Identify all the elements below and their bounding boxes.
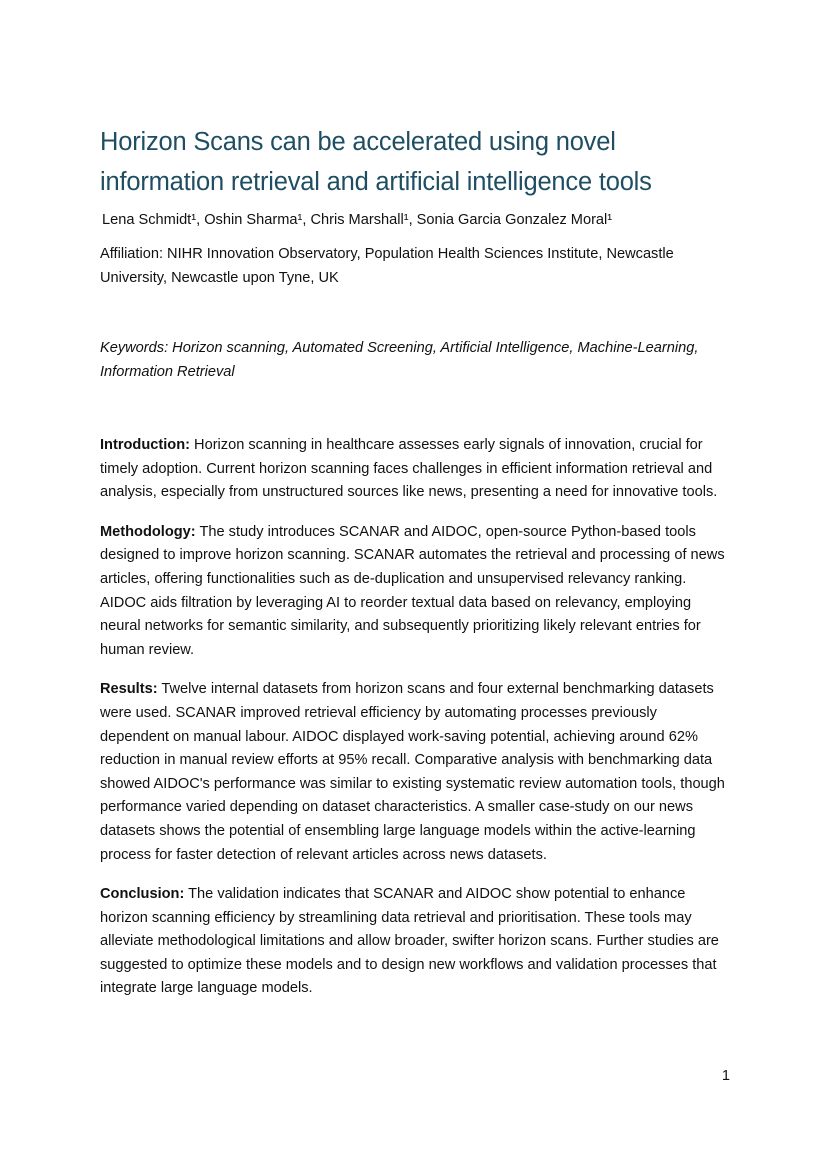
section-heading: Introduction: — [100, 437, 190, 453]
keywords: Keywords: Horizon scanning, Automated Screening, Artificial Intelligence, Machine-Learning, Information Retrieval — [100, 340, 699, 380]
page-number: 1 — [721, 1068, 730, 1084]
author-list: Lena Schmidt¹, Oshin Sharma¹, Chris Marshall¹, Sonia Garcia Gonzalez Moral¹ — [102, 212, 613, 228]
section-heading: Conclusion: — [100, 886, 185, 903]
title-line-1: Horizon Scans can be accelerated using novel — [100, 128, 616, 156]
section-results — [100, 678, 728, 867]
section-introduction — [100, 434, 728, 505]
paper-title — [100, 122, 728, 202]
section-conclusion — [100, 883, 728, 1001]
section-text: The study introduces SCANAR and AIDOC, open-source Python-based tools designed to improve horizon scanning. SCANAR automates the retrieval and processing of news articles, offering functionalities such as de-duplication and unsupervised relevancy ranking. AIDOC aids filtration by leveraging AI to reorder textual data based on relevancy, employing neural networks for semantic similarity, and subsequently prioritizing likely relevant entries for human review. — [100, 523, 725, 658]
section-heading: Methodology: — [100, 523, 196, 540]
section-text: Twelve internal datasets from horizon scans and four external benchmarking datasets were used. SCANAR improved retrieval efficiency by automating processes previously dependent on manual labour. AIDOC displayed work-saving potential, achieving around 62% reduction in manual review efforts at 95% recall. Comparative analysis with benchmarking data showed AIDOC's performance was similar to existing systematic review automation tools, though performance varied depending on dataset characteristics. A smaller case-study on our news datasets shows the potential of ensembling large language models within the active-learning process for faster detection of relevant articles across news datasets. — [100, 681, 725, 863]
section-text: Horizon scanning in healthcare assesses early signals of innovation, crucial for timely adoption. Current horizon scanning faces challenges in efficient information retrieval and analysis, especially from unstructured sources like news, presenting a need for innovative tools. — [100, 437, 718, 501]
section-heading: Results: — [100, 681, 158, 698]
paper-page — [100, 122, 728, 1001]
section-methodology — [100, 521, 728, 663]
title-line-2: information retrieval and artificial intelligence tools — [100, 168, 652, 196]
section-text: The validation indicates that SCANAR and AIDOC show potential to enhance horizon scanning efficiency by streamlining data retrieval and prioritisation. These tools may alleviate methodological limitations and allow broader, swifter horizon scans. Further studies are suggested to optimize these models and to design new workflows and validation processes that integrate large language models. — [100, 886, 719, 997]
affiliation: Affiliation: NIHR Innovation Observatory, Population Health Sciences Institute, Newcastle University, Newcastle upon Tyne, UK — [100, 246, 674, 286]
